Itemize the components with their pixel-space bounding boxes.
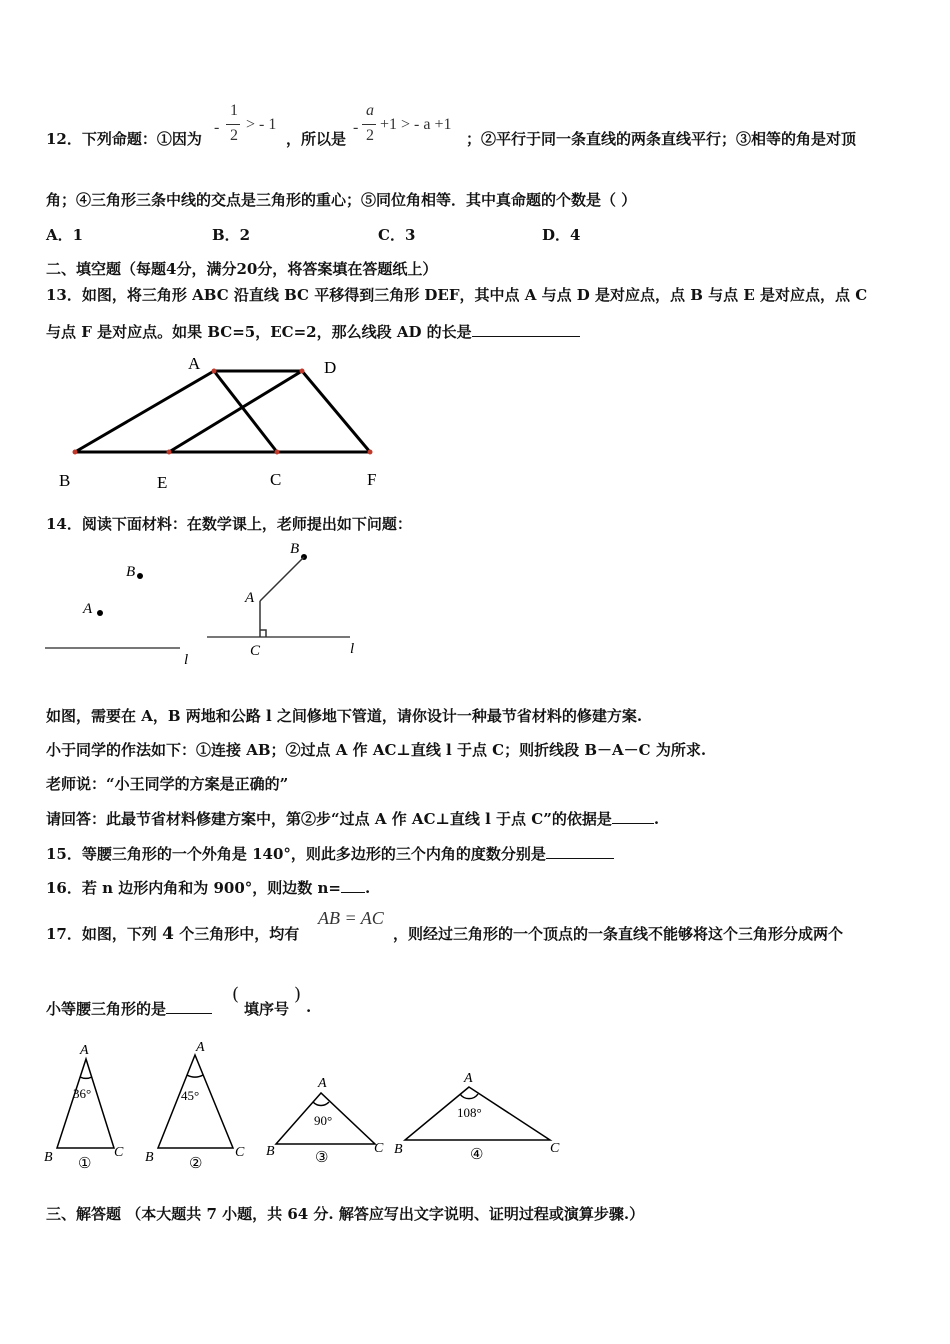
label-b: B — [59, 471, 71, 490]
q17-equation: AB = AC — [318, 908, 384, 928]
segment-df — [302, 371, 370, 452]
t3-label-a: A — [318, 1076, 327, 1091]
label-a-right: A — [245, 590, 255, 606]
t3-number: ③ — [315, 1150, 329, 1166]
q12-option-b: B．2 — [212, 226, 251, 244]
point-e — [167, 450, 172, 455]
q13-translation-figure — [40, 352, 440, 492]
t3-label-c: C — [374, 1141, 384, 1156]
q17-paren-close: ) — [294, 984, 302, 1005]
triangle-1 — [57, 1059, 114, 1148]
t4-label-a: A — [464, 1071, 473, 1086]
q14-pipeline-figure — [40, 540, 380, 670]
t4-angle-108: 108° — [457, 1105, 482, 1120]
q12-lead: 12．下列命题：①因为 — [46, 130, 202, 148]
q17-triangles-figure — [40, 1035, 570, 1175]
segment-ab — [75, 371, 214, 452]
angle-arc-2 — [187, 1075, 203, 1077]
t1-label-b: B — [44, 1150, 53, 1165]
q17-line2: 小等腰三角形的是 — [46, 998, 212, 1019]
point-a — [212, 369, 217, 374]
label-b-right: B — [290, 541, 300, 557]
label-c: C — [270, 470, 282, 489]
t2-number: ② — [189, 1156, 203, 1172]
q17-answer-blank[interactable] — [166, 1013, 212, 1014]
right-angle-mark — [260, 630, 266, 637]
label-a: A — [188, 354, 201, 373]
q14-teacher: 老师说：“小王同学的方案是正确的” — [46, 775, 289, 793]
section3-heading: 三、解答题 （本大题共 7 小题，共 64 分. 解答应写出文字说明、证明过程或演算步骤.） — [46, 1205, 645, 1223]
label-l-right: l — [350, 641, 355, 657]
q12-mid: ，所以是 — [286, 130, 347, 148]
q14-intro: 14．阅读下面材料：在数学课上，老师提出如下问题： — [46, 515, 412, 533]
q13-line2: 与点 F 是对应点。如果 BC=5，EC=2，那么线段 AD 的长是 — [46, 321, 580, 342]
t3-label-b: B — [266, 1144, 275, 1159]
q14-question: 请回答：此最节省材料修建方案中，第②步“过点 A 作 AC⊥直线 l 于点 C”的依据是 . — [46, 810, 660, 828]
segment-ed — [169, 371, 302, 452]
t1-label-c: C — [114, 1145, 124, 1160]
q16-answer-blank[interactable] — [341, 892, 365, 893]
label-f: F — [367, 470, 377, 489]
point-a-left — [97, 610, 103, 616]
q17-lead: 17．如图，下列 4 个三角形中，均有 — [46, 924, 300, 944]
point-d — [300, 369, 305, 374]
q15-answer-blank[interactable] — [546, 858, 614, 859]
t1-label-a: A — [80, 1043, 89, 1058]
t1-angle-36: 36° — [73, 1086, 92, 1101]
angle-arc-4 — [460, 1094, 478, 1099]
t4-label-b: B — [394, 1142, 403, 1157]
q12-option-c: C．3 — [378, 226, 416, 244]
t2-angle-45: 45° — [181, 1088, 200, 1103]
label-c: C — [250, 643, 261, 659]
q17-paren-open: ( — [232, 984, 240, 1005]
t2-label-a: A — [196, 1040, 205, 1055]
q12-option-a: A．1 — [46, 226, 84, 244]
q17-end: . — [306, 998, 312, 1016]
section2-heading: 二、填空题（每题4分，满分20分，将答案填在答题纸上） — [46, 260, 438, 278]
angle-arc-3 — [313, 1102, 329, 1105]
point-b-left — [137, 573, 143, 579]
point-f — [368, 450, 373, 455]
point-c — [275, 450, 280, 455]
q16: 16．若 n 边形内角和为 900°，则边数 n= . — [46, 879, 371, 897]
q12-line2: 角；④三角形三条中线的交点是三角形的重心；⑤同位角相等．其中真命题的个数是（ ） — [46, 191, 637, 209]
q14-answer-blank[interactable] — [612, 823, 654, 824]
q15: 15．等腰三角形的一个外角是 140°，则此多边形的三个内角的度数分别是 — [46, 843, 614, 864]
t3-angle-90: 90° — [314, 1113, 333, 1128]
label-l-left: l — [184, 652, 189, 668]
t2-label-b: B — [145, 1150, 154, 1165]
label-d: D — [324, 358, 337, 377]
segment-ab — [260, 557, 304, 601]
q17-tail: ，则经过三角形的一个顶点的一条直线不能够将这个三角形分成两个 — [393, 925, 844, 943]
q12-tail: ；②平行于同一条直线的两条直线平行；③相等的角是对顶 — [466, 130, 857, 148]
q13-answer-blank[interactable] — [472, 336, 580, 337]
t4-label-c: C — [550, 1141, 560, 1156]
q12-option-d: D．4 — [542, 226, 581, 244]
t4-number: ④ — [470, 1147, 484, 1163]
q14-problem: 如图，需要在 A，B 两地和公路 l 之间修地下管道，请你设计一种最节省材料的修建方案. — [46, 707, 643, 725]
angle-arc-1 — [80, 1077, 92, 1078]
point-b — [73, 450, 78, 455]
t2-label-c: C — [235, 1145, 245, 1160]
q13-line1: 13．如图，将三角形 ABC 沿直线 BC 平移得到三角形 DEF，其中点 A 与点 D 是对应点，点 B 与点 E 是对应点，点 C — [46, 286, 868, 304]
q17-fill-hint: 填序号 — [244, 1000, 290, 1018]
q14-method: 小于同学的作法如下：①连接 AB；②过点 A 作 AC⊥直线 l 于点 C；则折线段 B－A－C 为所求. — [46, 741, 707, 759]
t1-number: ① — [78, 1156, 92, 1172]
segment-ac — [214, 371, 277, 452]
label-e: E — [157, 473, 168, 492]
label-b-left: B — [126, 564, 136, 580]
label-a-left: A — [83, 601, 93, 617]
